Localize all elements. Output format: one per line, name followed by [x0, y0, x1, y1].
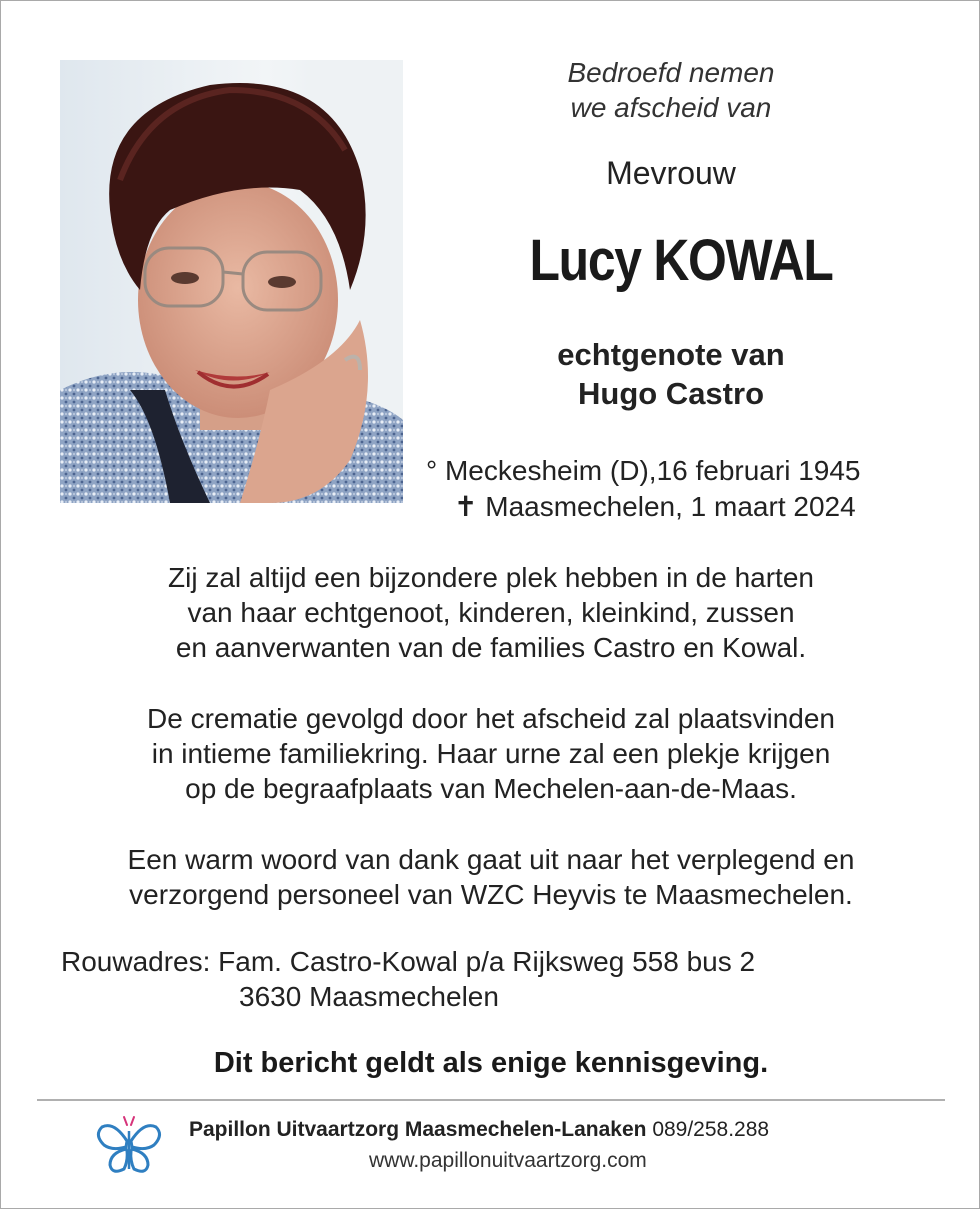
honorific: Mevrouw: [606, 155, 736, 191]
address-line-2: 3630 Maasmechelen: [239, 981, 499, 1012]
paragraph-remembrance: [41, 560, 941, 665]
funeral-home-website[interactable]: www.papillonuitvaartzorg.com: [369, 1149, 647, 1172]
intro-line-1: Bedroefd nemen: [567, 57, 775, 88]
paragraph-line: Zij zal altijd een bijzondere plek hebben in de harten: [168, 562, 814, 593]
paragraph-line: Een warm woord van dank gaat uit naar het verplegend en: [127, 844, 855, 875]
paragraph-line: De crematie gevolgd door het afscheid zal plaatsvinden: [147, 703, 835, 734]
deceased-name: Lucy KOWAL: [529, 228, 833, 293]
spouse-block: [491, 335, 851, 413]
spouse-line-1: echtgenote van: [557, 337, 785, 372]
notice-text: Dit bericht geldt als enige kennisgeving.: [213, 1047, 769, 1079]
life-dates: [426, 453, 861, 525]
paragraph-line: op de begraafplaats van Mechelen-aan-de-Maas.: [185, 773, 797, 804]
mourning-address: [61, 944, 755, 1014]
intro-line-2: we afscheid van: [570, 92, 772, 123]
paragraph-thanks: [41, 842, 941, 912]
spouse-line-2: Hugo Castro: [578, 376, 764, 411]
funeral-home-line: [189, 1118, 769, 1142]
paragraph-line: van haar echtgenoot, kinderen, kleinkind, zussen: [187, 597, 795, 628]
paragraph-line: en aanverwanten van de families Castro en Kowal.: [175, 632, 807, 663]
funeral-home-name: Papillon Uitvaartzorg Maasmechelen-Lanaken: [189, 1118, 647, 1141]
butterfly-logo-icon: [96, 1115, 162, 1184]
death-date: ✝ Maasmechelen, 1 maart 2024: [454, 491, 856, 522]
funeral-home-phone: 089/258.288: [652, 1118, 770, 1141]
birth-date: ° Meckesheim (D),16 februari 1945: [426, 455, 861, 486]
portrait-photo: [60, 60, 403, 503]
footer-divider: [37, 1099, 945, 1101]
paragraph-line: in intieme familiekring. Haar urne zal een plekje krijgen: [151, 738, 831, 769]
paragraph-line: verzorgend personeel van WZC Heyvis te Maasmechelen.: [129, 879, 853, 910]
paragraph-cremation: [41, 701, 941, 806]
intro-text: [511, 55, 831, 125]
address-line-1: Rouwadres: Fam. Castro-Kowal p/a Rijksweg 558 bus 2: [61, 946, 756, 977]
